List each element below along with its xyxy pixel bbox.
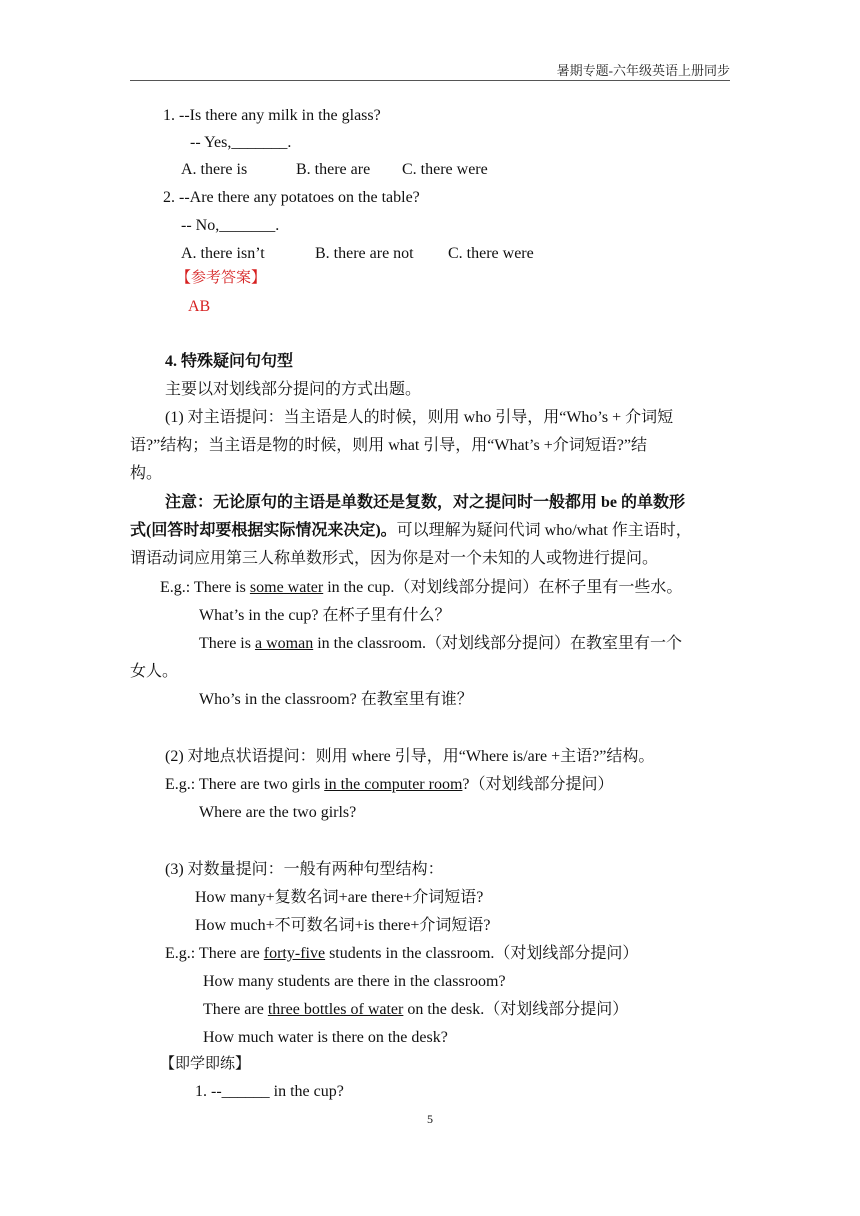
header-rule bbox=[130, 80, 730, 81]
example-text: on the desk.（对划线部分提问） bbox=[403, 1001, 629, 1018]
example-text: students in the classroom.（对划线部分提问） bbox=[325, 945, 639, 962]
example-text: ?（对划线部分提问） bbox=[462, 776, 614, 793]
example-text: E.g.: There is bbox=[160, 579, 250, 596]
example-text: E.g.: There are two girls bbox=[165, 776, 325, 793]
example-text: There is bbox=[199, 635, 255, 652]
note-line-3: 谓语动词应用第三人称单数形式，因为你是对一个未知的人或物进行提问。 bbox=[130, 550, 659, 567]
example-5 bbox=[203, 1000, 628, 1020]
example-1-question: What’s in the cup? 在杯子里有什么？ bbox=[199, 607, 451, 624]
note-bold: 式(回答时却要根据实际情况来决定)。 bbox=[130, 522, 397, 539]
pattern-how-many: How many+复数名词+are there+介词短语? bbox=[195, 889, 484, 906]
example-text: in the classroom.（对划线部分提问）在教室里有一个 bbox=[313, 635, 683, 652]
underlined-phrase: a woman bbox=[254, 635, 314, 652]
note-line-2 bbox=[130, 521, 692, 541]
option-c: C. there were bbox=[402, 161, 488, 178]
practice-question-1: 1. --______ in the cup? bbox=[195, 1083, 344, 1100]
example-3 bbox=[165, 775, 614, 795]
answer-value: AB bbox=[188, 298, 211, 315]
question-2-options bbox=[181, 244, 534, 264]
underlined-phrase: three bottles of water bbox=[267, 1001, 404, 1018]
page-number: 5 bbox=[427, 1112, 433, 1126]
rule-1-line-2: 语?”结构；当主语是物的时候，则用 what 引导，用“What’s +介词短语?”结 bbox=[130, 437, 647, 454]
answer-label: 【参考答案】 bbox=[176, 270, 267, 286]
note-line-1: 注意：无论原句的主语是单数还是复数，对之提问时一般都用 be 的单数形 bbox=[165, 494, 686, 511]
underlined-phrase: forty-five bbox=[263, 945, 326, 962]
example-1 bbox=[160, 578, 682, 598]
option-a: A. there isn’t bbox=[181, 245, 265, 262]
question-1-answer-line: -- Yes,_______. bbox=[190, 134, 292, 151]
pattern-how-much: How much+不可数名词+is there+介词短语? bbox=[195, 917, 491, 934]
header-title: 暑期专题-六年级英语上册同步 bbox=[556, 63, 730, 78]
option-c: C. there were bbox=[448, 245, 534, 262]
question-2-stem: 2. --Are there any potatoes on the table? bbox=[163, 189, 420, 206]
option-b: B. there are not bbox=[315, 245, 414, 262]
note-rest: 可以理解为疑问代词 who/what 作主语时， bbox=[396, 522, 692, 539]
example-3-question: Where are the two girls? bbox=[199, 804, 357, 821]
example-4-question: How many students are there in the classroom? bbox=[203, 973, 506, 990]
rule-3: (3) 对数量提问：一般有两种句型结构： bbox=[165, 861, 444, 878]
question-1-stem: 1. --Is there any milk in the glass? bbox=[163, 107, 381, 124]
example-4 bbox=[165, 944, 638, 964]
practice-label: 【即学即练】 bbox=[160, 1056, 251, 1072]
question-2-answer-line: -- No,_______. bbox=[181, 217, 280, 234]
rule-2: (2) 对地点状语提问：则用 where 引导，用“Where is/are +主语?”结构。 bbox=[165, 748, 655, 765]
section-heading: 4. 特殊疑问句句型 bbox=[165, 353, 294, 370]
question-1-options bbox=[181, 160, 488, 180]
rule-1-line-1: (1) 对主语提问：当主语是人的时候，则用 who 引导，用“Who’s + 介词短 bbox=[165, 409, 674, 426]
example-text: E.g.: There are bbox=[165, 945, 264, 962]
example-2-question: Who’s in the classroom? 在教室里有谁？ bbox=[199, 691, 473, 708]
rule-1-line-3: 构。 bbox=[130, 465, 163, 482]
section-intro: 主要以对划线部分提问的方式出题。 bbox=[165, 381, 422, 398]
example-2-wrap: 女人。 bbox=[130, 663, 179, 680]
option-a: A. there is bbox=[181, 161, 248, 178]
example-5-question: How much water is there on the desk? bbox=[203, 1029, 448, 1046]
underlined-phrase: in the computer room bbox=[324, 776, 463, 793]
option-b: B. there are bbox=[296, 161, 371, 178]
example-text: There are bbox=[203, 1001, 268, 1018]
example-text: in the cup.（对划线部分提问）在杯子里有一些水。 bbox=[323, 579, 683, 596]
underlined-phrase: some water bbox=[249, 579, 324, 596]
example-2 bbox=[199, 634, 682, 654]
